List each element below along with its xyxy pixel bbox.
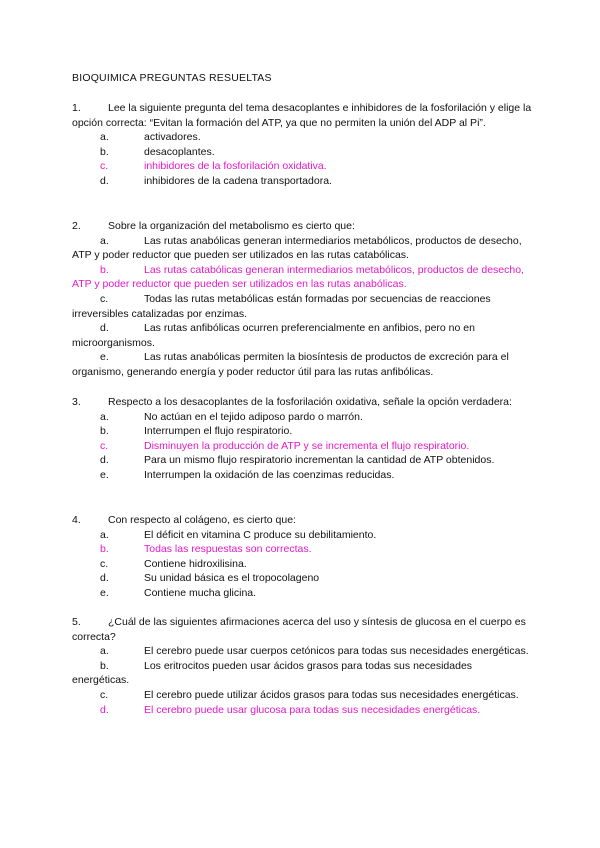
option-letter: b. bbox=[100, 659, 109, 672]
option-d bbox=[72, 174, 532, 189]
option-letter: c. bbox=[100, 688, 109, 701]
option-text: activadores. bbox=[144, 131, 201, 144]
question-number: 1. bbox=[72, 102, 81, 114]
option-text: El cerebro puede utilizar ácidos grasos para todas sus necesidades energéticas. bbox=[144, 688, 519, 701]
question-stem bbox=[72, 615, 532, 644]
option-text: Interrumpen la oxidación de las coenzimas reducidas. bbox=[144, 468, 395, 481]
question-2 bbox=[72, 219, 532, 380]
option-letter: b. bbox=[100, 263, 109, 276]
option-a bbox=[72, 234, 532, 263]
option-letter: a. bbox=[100, 645, 109, 658]
question-4 bbox=[72, 513, 532, 601]
question-5 bbox=[72, 615, 532, 717]
option-a bbox=[72, 528, 532, 543]
option-text: Contiene mucha glicina. bbox=[144, 586, 257, 599]
option-letter: e. bbox=[100, 468, 109, 481]
option-c bbox=[72, 688, 532, 703]
option-text: Las rutas anabólicas generan intermediarios metabólicos, productos de desecho, ATP y poder reductor que pueden ser utilizados en las rutas catabólicas. bbox=[72, 234, 522, 262]
question-text: Sobre la organización del metabolismo es cierto que: bbox=[108, 220, 355, 232]
option-c bbox=[72, 557, 532, 572]
option-letter: e. bbox=[100, 586, 109, 599]
question-text: Respecto a los desacoplantes de la fosforilación oxidativa, señale la opción verdadera: bbox=[108, 396, 512, 408]
option-letter: e. bbox=[100, 351, 109, 364]
option-text: El cerebro puede usar cuerpos cetónicos para todas sus necesidades energéticas. bbox=[144, 645, 529, 658]
option-d bbox=[72, 571, 532, 586]
option-text: El déficit en vitamina C produce su debilitamiento. bbox=[144, 528, 377, 541]
option-letter: a. bbox=[100, 234, 109, 247]
document-title: BIOQUIMICA PREGUNTAS RESUELTAS bbox=[72, 72, 272, 84]
option-letter: d. bbox=[100, 174, 109, 187]
question-text: Con respecto al colágeno, es cierto que: bbox=[108, 514, 296, 526]
option-letter: c. bbox=[100, 557, 109, 570]
option-letter: d. bbox=[100, 322, 109, 335]
option-letter: a. bbox=[100, 410, 109, 423]
option-d bbox=[72, 321, 532, 350]
question-stem bbox=[72, 219, 532, 234]
option-b bbox=[72, 659, 532, 688]
option-letter: d. bbox=[100, 703, 109, 716]
option-text: Para un mismo flujo respiratorio incrementan la cantidad de ATP obtenidos. bbox=[144, 454, 495, 467]
option-text: Todas las rutas metabólicas están formadas por secuencias de reacciones irreversibles catalizadas por enzimas. bbox=[72, 292, 491, 320]
option-text: Su unidad básica es el tropocolageno bbox=[144, 572, 320, 585]
option-a bbox=[72, 410, 532, 425]
option-letter: d. bbox=[100, 454, 109, 467]
option-text: Disminuyen la producción de ATP y se incrementa el flujo respiratorio. bbox=[144, 439, 470, 452]
option-text: Los eritrocitos pueden usar ácidos grasos para todas sus necesidades energéticas. bbox=[72, 659, 473, 687]
option-e bbox=[72, 350, 532, 379]
option-letter: b. bbox=[100, 543, 109, 556]
option-text: Interrumpen el flujo respiratorio. bbox=[144, 425, 293, 438]
option-d-correct-answer bbox=[72, 703, 532, 718]
option-letter: c. bbox=[100, 292, 109, 305]
option-text: No actúan en el tejido adiposo pardo o marrón. bbox=[144, 410, 363, 423]
option-a bbox=[72, 644, 532, 659]
option-text: inhibidores de la cadena transportadora. bbox=[144, 174, 332, 187]
option-letter: a. bbox=[100, 131, 109, 144]
question-number: 2. bbox=[72, 220, 81, 232]
option-text: desacoplantes. bbox=[144, 145, 215, 158]
option-c-correct-answer bbox=[72, 439, 532, 454]
option-d bbox=[72, 453, 532, 468]
question-text: ¿Cuál de las siguientes afirmaciones acerca del uso y síntesis de glucosa en el cuerpo es correcta? bbox=[72, 616, 526, 643]
question-text: Lee la siguiente pregunta del tema desacoplantes e inhibidores de la fosforilación y elige la opción correcta: “Evitan la formación del ATP, ya que no permiten la unión del ADP al Pi”. bbox=[72, 102, 532, 129]
option-c-correct-answer bbox=[72, 159, 532, 174]
question-number: 5. bbox=[72, 616, 81, 628]
option-text: Las rutas anabólicas permiten la biosíntesis de productos de excreción para el organismo, generando energía y poder reductor útil para las rutas anfibólicas. bbox=[72, 351, 509, 378]
option-a bbox=[72, 130, 532, 145]
option-e bbox=[72, 468, 532, 483]
option-text: Las rutas catabólicas generan intermediarios metabólicos, productos de desecho, ATP y poder reductor que pueden ser utilizados en las rutas anabólicas. bbox=[72, 263, 524, 291]
option-text: inhibidores de la fosforilación oxidativa. bbox=[144, 160, 327, 173]
option-text: El cerebro puede usar glucosa para todas sus necesidades energéticas. bbox=[144, 703, 481, 716]
option-letter: b. bbox=[100, 425, 109, 438]
question-number: 4. bbox=[72, 514, 81, 526]
option-b bbox=[72, 145, 532, 160]
option-text: Todas las respuestas son correctas. bbox=[144, 543, 312, 556]
option-text: Las rutas anfibólicas ocurren preferencialmente en anfibios, pero no en microorganismos. bbox=[72, 322, 475, 349]
question-number: 3. bbox=[72, 396, 81, 408]
question-stem bbox=[72, 101, 532, 130]
question-stem bbox=[72, 513, 532, 528]
option-letter: c. bbox=[100, 439, 109, 452]
option-e bbox=[72, 586, 532, 601]
option-letter: a. bbox=[100, 528, 109, 541]
option-letter: c. bbox=[100, 160, 109, 173]
question-3 bbox=[72, 395, 532, 483]
option-text: Contiene hidroxilisina. bbox=[144, 557, 247, 570]
option-b-correct-answer bbox=[72, 542, 532, 557]
option-b bbox=[72, 424, 532, 439]
option-b-correct-answer bbox=[72, 263, 532, 292]
question-1 bbox=[72, 101, 532, 189]
question-stem bbox=[72, 395, 532, 410]
option-c bbox=[72, 292, 532, 321]
option-letter: b. bbox=[100, 145, 109, 158]
option-letter: d. bbox=[100, 572, 109, 585]
